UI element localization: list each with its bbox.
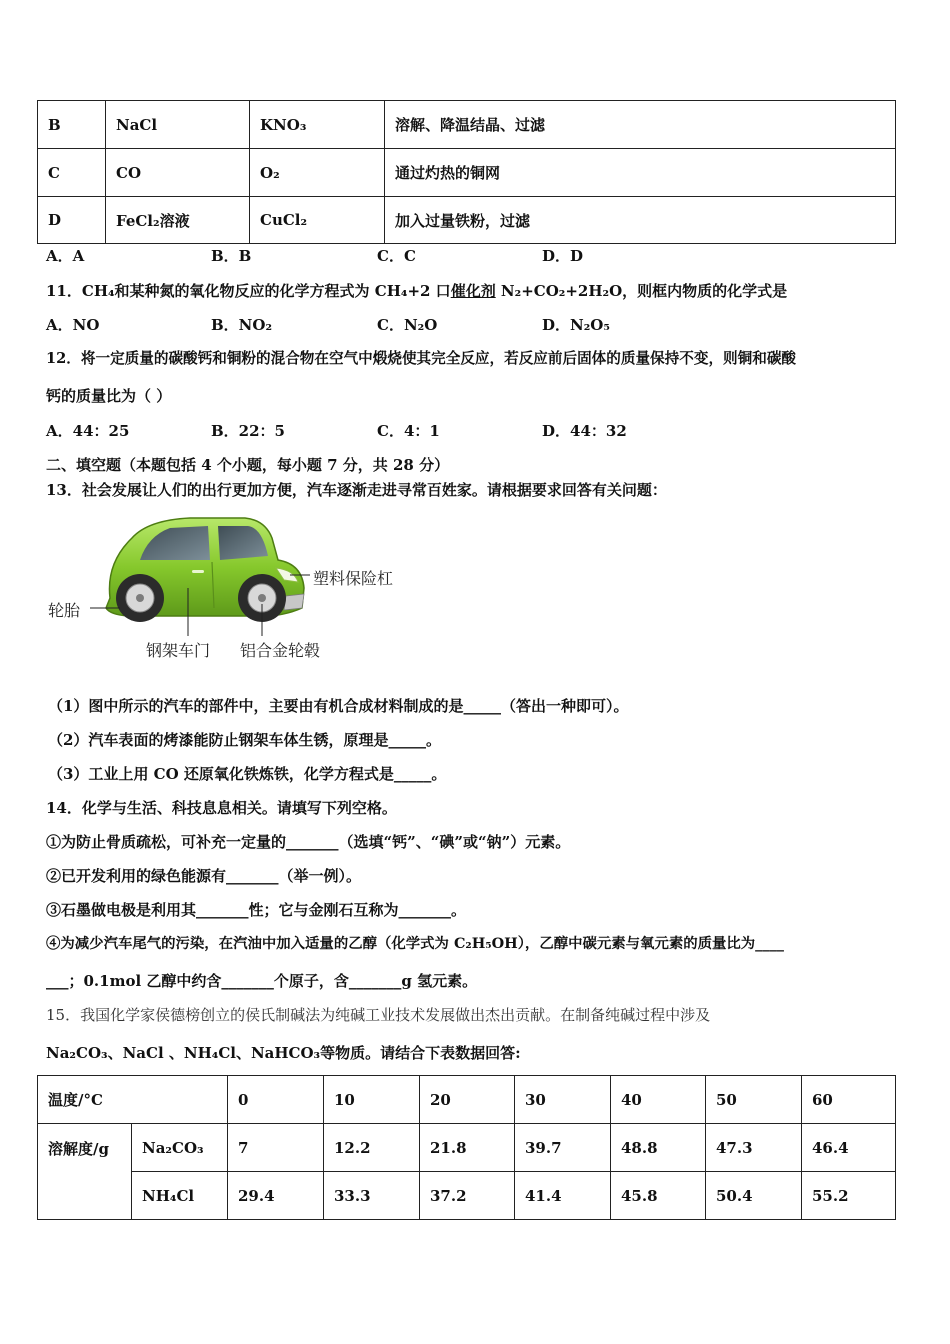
value-cell: 37.2 — [420, 1172, 515, 1220]
solubility-table — [37, 1075, 896, 1220]
q13-part-2: （2）汽车表面的烤漆能防止钢架车体生锈，原理是_____。 — [48, 731, 441, 749]
q11-options — [0, 314, 950, 336]
q12-options — [0, 420, 950, 442]
value-cell: 47.3 — [706, 1124, 802, 1172]
substance-cell: CO — [106, 149, 250, 197]
table-row — [38, 1076, 896, 1124]
q11-stem-prefix: 11．CH₄和某种氮的氧化物反应的化学方程式为 CH₄+2 口 — [46, 282, 451, 300]
q13-stem: 13．社会发展让人们的出行更加方便，汽车逐渐走进寻常百姓家。请根据要求回答有关问题： — [46, 481, 667, 499]
value-cell: 33.3 — [324, 1172, 420, 1220]
option-c[interactable]: C．N₂O — [377, 316, 438, 334]
method-cell: 溶解、降温结晶、过滤 — [385, 101, 896, 149]
option-b[interactable]: B．22：5 — [211, 422, 285, 440]
value-cell: 39.7 — [515, 1124, 611, 1172]
value-cell: 21.8 — [420, 1124, 515, 1172]
q12-stem-line2: 钙的质量比为（ ） — [46, 387, 172, 405]
q14-stem: 14．化学与生活、科技息息相关。请填写下列空格。 — [46, 799, 397, 817]
value-cell: 41.4 — [515, 1172, 611, 1220]
impurity-cell: KNO₃ — [250, 101, 385, 149]
table-row — [38, 149, 896, 197]
table-row — [38, 1124, 896, 1172]
front-wheel — [116, 574, 164, 622]
q15-stem-line2: Na₂CO₃、NaCl 、NH₄Cl、NaHCO₃等物质。请结合下表数据回答: — [46, 1044, 521, 1062]
option-d[interactable]: D．D — [542, 247, 584, 265]
option-a[interactable]: A．A — [46, 247, 85, 265]
temp-cell: 50 — [706, 1076, 802, 1124]
value-cell: 55.2 — [802, 1172, 896, 1220]
q10-options — [0, 245, 950, 267]
option-b[interactable]: B．NO₂ — [211, 316, 273, 334]
temp-cell: 40 — [611, 1076, 706, 1124]
temp-cell: 10 — [324, 1076, 420, 1124]
temp-cell: 30 — [515, 1076, 611, 1124]
q14-item-2: ②已开发利用的绿色能源有_______（举一例）。 — [46, 867, 362, 885]
plastic-bumper — [284, 594, 304, 610]
table-row — [38, 101, 896, 149]
table-row — [38, 1172, 896, 1220]
substance-cell: NaCl — [106, 101, 250, 149]
impurity-cell: O₂ — [250, 149, 385, 197]
q14-item-3: ③石墨做电极是利用其_______性；它与金刚石互称为_______。 — [46, 901, 467, 919]
row-letter: C — [38, 149, 106, 197]
temp-header: 温度/°C — [38, 1076, 228, 1124]
option-d[interactable]: D．N₂O₅ — [542, 316, 610, 334]
value-cell: 46.4 — [802, 1124, 896, 1172]
value-cell: 12.2 — [324, 1124, 420, 1172]
method-cell: 通过灼热的铜网 — [385, 149, 896, 197]
method-cell: 加入过量铁粉，过滤 — [385, 197, 896, 244]
solubility-header: 溶解度/g — [38, 1124, 132, 1220]
door-handle — [192, 570, 204, 573]
temp-cell: 0 — [228, 1076, 324, 1124]
value-cell: 50.4 — [706, 1172, 802, 1220]
temp-cell: 60 — [802, 1076, 896, 1124]
q11-stem-suffix: N₂+CO₂+2H₂O，则框内物质的化学式是 — [495, 282, 788, 300]
label-tire: 轮胎 — [48, 601, 81, 620]
q13-part-1: （1）图中所示的汽车的部件中，主要由有机合成材料制成的是_____（答出一种即可）。 — [48, 697, 629, 715]
table-row — [38, 197, 896, 244]
q14-item-1: ①为防止骨质疏松，可补充一定量的_______（选填“钙”、“碘”或“钠”）元素。 — [46, 833, 571, 851]
q14-item-4-cont: ___；0.1mol 乙醇中约含_______个原子，含_______g 氢元素。 — [46, 972, 478, 990]
q13-part-3: （3）工业上用 CO 还原氧化铁炼铁，化学方程式是_____。 — [48, 765, 447, 783]
value-cell: 7 — [228, 1124, 324, 1172]
temp-cell: 20 — [420, 1076, 515, 1124]
catalyst-label: 催化剂 — [450, 282, 496, 300]
row-letter: B — [38, 101, 106, 149]
option-d[interactable]: D．44：32 — [542, 422, 627, 440]
impurity-cell: CuCl₂ — [250, 197, 385, 244]
option-a[interactable]: A．NO — [46, 316, 100, 334]
substance-cell: FeCl₂溶液 — [106, 197, 250, 244]
value-cell: 29.4 — [228, 1172, 324, 1220]
substance-name: NH₄Cl — [132, 1172, 228, 1220]
option-a[interactable]: A．44：25 — [46, 422, 130, 440]
option-c[interactable]: C．4：1 — [377, 422, 440, 440]
q10-table — [37, 100, 896, 244]
q11-stem — [46, 280, 787, 302]
value-cell: 45.8 — [611, 1172, 706, 1220]
q14-item-4: ④为减少汽车尾气的污染，在汽油中加入适量的乙醇（化学式为 C₂H₅OH），乙醇中碳元素与氧元素的质量比为____ — [46, 935, 784, 952]
option-b[interactable]: B．B — [211, 247, 252, 265]
value-cell: 48.8 — [611, 1124, 706, 1172]
label-door: 钢架车门 — [146, 641, 211, 660]
label-hub: 铝合金轮毂 — [240, 641, 321, 660]
option-c[interactable]: C．C — [377, 247, 416, 265]
row-letter: D — [38, 197, 106, 244]
q12-stem-line1: 12．将一定质量的碳酸钙和铜粉的混合物在空气中煅烧使其完全反应，若反应前后固体的质量保持不变，则铜和碳酸 — [46, 350, 797, 367]
substance-name: Na₂CO₃ — [132, 1124, 228, 1172]
q15-stem-line1: 15．我国化学家侯德榜创立的侯氏制碱法为纯碱工业技术发展做出杰出贡献。在制备纯碱过程中涉及 — [46, 1006, 711, 1024]
label-bumper: 塑料保险杠 — [313, 569, 394, 588]
section-heading: 二、填空题（本题包括 4 个小题，每小题 7 分，共 28 分） — [46, 456, 450, 474]
